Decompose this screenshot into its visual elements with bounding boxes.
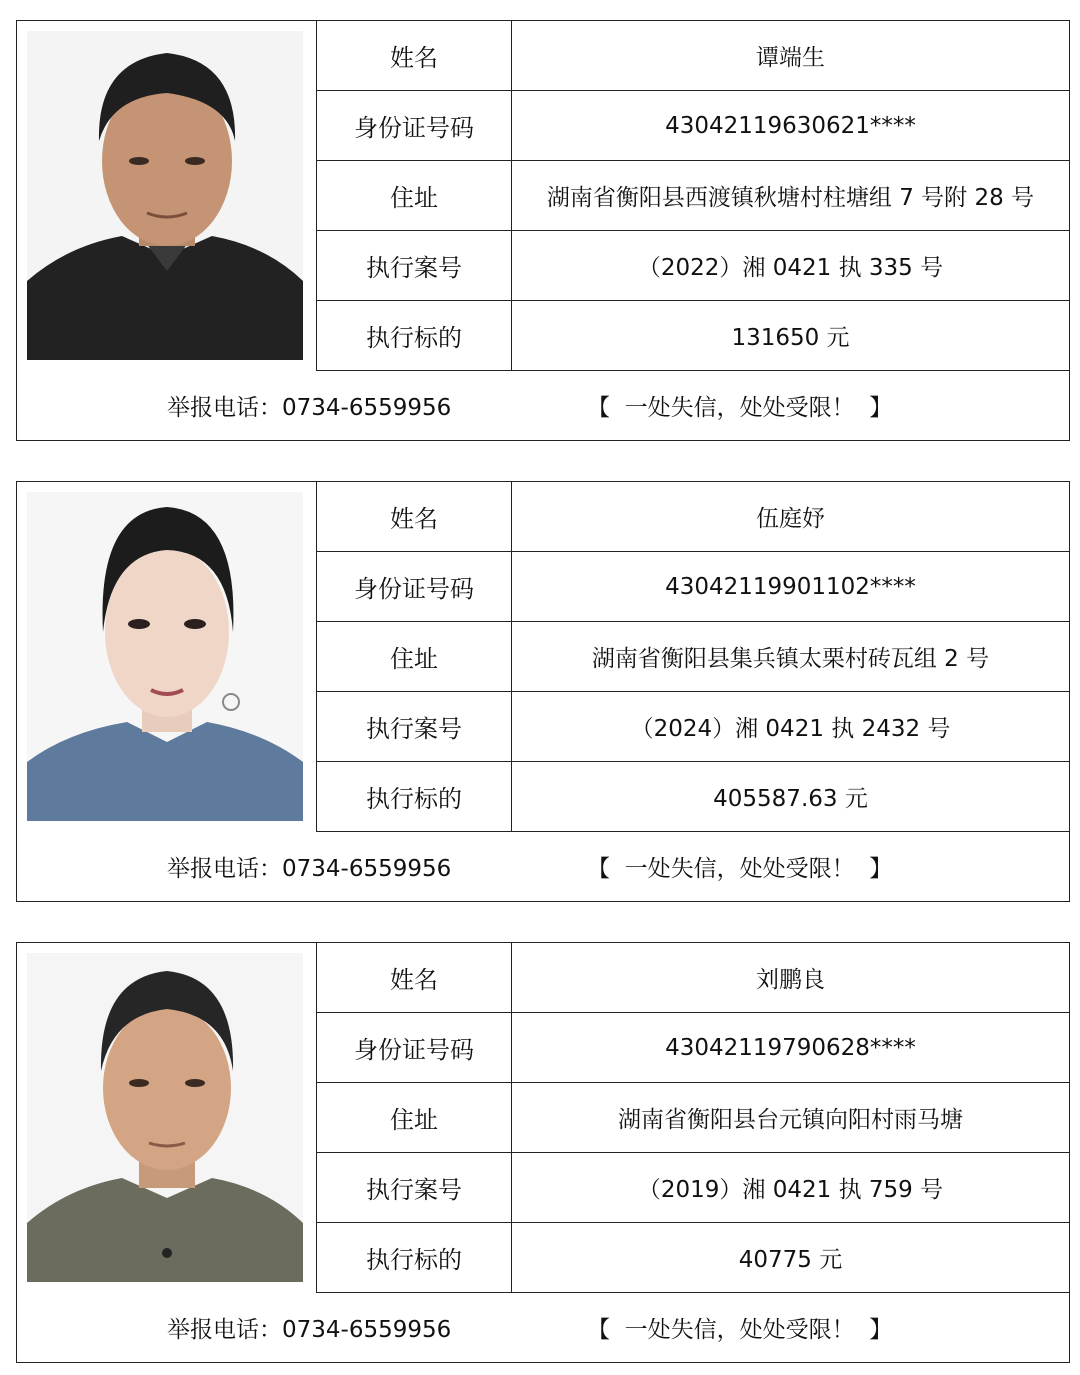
row-id — [317, 1013, 1069, 1083]
row-case — [317, 692, 1069, 762]
row-amount — [317, 301, 1069, 371]
name-value: 伍庭妤 — [756, 506, 825, 532]
case-label: 执行案号 — [317, 692, 512, 761]
photo-cell — [17, 21, 317, 371]
case-value: （2024）湘 0421 执 2432 号 — [630, 716, 951, 742]
info-rows — [317, 482, 1069, 832]
row-address — [317, 161, 1069, 231]
portrait-photo — [27, 953, 303, 1282]
name-label: 姓名 — [317, 482, 512, 551]
id-label: 身份证号码 — [317, 91, 512, 160]
person-card — [16, 481, 1070, 902]
row-name — [317, 482, 1069, 552]
card-footer — [17, 371, 1069, 440]
case-value: （2019）湘 0421 执 759 号 — [637, 1177, 944, 1203]
address-value: 湖南省衡阳县集兵镇太栗村砖瓦组 2 号 — [591, 646, 990, 672]
address-value: 湖南省衡阳县台元镇向阳村雨马塘 — [618, 1107, 963, 1133]
address-label: 住址 — [317, 622, 512, 691]
amount-value: 131650 元 — [731, 325, 850, 351]
amount-label: 执行标的 — [317, 762, 512, 831]
name-value: 谭端生 — [756, 45, 825, 71]
person-card — [16, 20, 1070, 441]
row-case — [317, 1153, 1069, 1223]
case-label: 执行案号 — [317, 231, 512, 300]
address-value: 湖南省衡阳县西渡镇秋塘村柱塘组 7 号附 28 号 — [546, 185, 1035, 211]
address-label: 住址 — [317, 161, 512, 230]
info-rows — [317, 21, 1069, 371]
photo-cell — [17, 482, 317, 832]
slogan: 【 一处失信，处处受限！ 】 — [587, 1317, 893, 1343]
row-address — [317, 622, 1069, 692]
row-amount — [317, 762, 1069, 832]
case-label: 执行案号 — [317, 1153, 512, 1222]
card-footer — [17, 832, 1069, 901]
id-value: 43042119790628**** — [665, 1034, 916, 1061]
card-footer — [17, 1293, 1069, 1362]
person-card — [16, 942, 1070, 1363]
row-name — [317, 943, 1069, 1013]
portrait-photo — [27, 31, 303, 360]
id-label: 身份证号码 — [317, 1013, 512, 1082]
amount-label: 执行标的 — [317, 1223, 512, 1292]
name-value: 刘鹏良 — [756, 967, 825, 993]
amount-label: 执行标的 — [317, 301, 512, 370]
slogan: 【 一处失信，处处受限！ 】 — [587, 395, 893, 421]
id-value: 43042119901102**** — [665, 573, 916, 600]
name-label: 姓名 — [317, 21, 512, 90]
info-rows — [317, 943, 1069, 1293]
row-name — [317, 21, 1069, 91]
portrait-photo — [27, 492, 303, 821]
row-id — [317, 552, 1069, 622]
row-amount — [317, 1223, 1069, 1293]
amount-value: 405587.63 元 — [713, 786, 868, 812]
photo-cell — [17, 943, 317, 1293]
case-value: （2022）湘 0421 执 335 号 — [637, 255, 944, 281]
id-label: 身份证号码 — [317, 552, 512, 621]
report-phone: 举报电话：0734-6559956 — [167, 1317, 452, 1343]
report-phone: 举报电话：0734-6559956 — [167, 856, 452, 882]
row-address — [317, 1083, 1069, 1153]
address-label: 住址 — [317, 1083, 512, 1152]
report-phone: 举报电话：0734-6559956 — [167, 395, 452, 421]
row-id — [317, 91, 1069, 161]
name-label: 姓名 — [317, 943, 512, 1012]
slogan: 【 一处失信，处处受限！ 】 — [587, 856, 893, 882]
amount-value: 40775 元 — [738, 1247, 843, 1273]
id-value: 43042119630621**** — [665, 112, 916, 139]
row-case — [317, 231, 1069, 301]
